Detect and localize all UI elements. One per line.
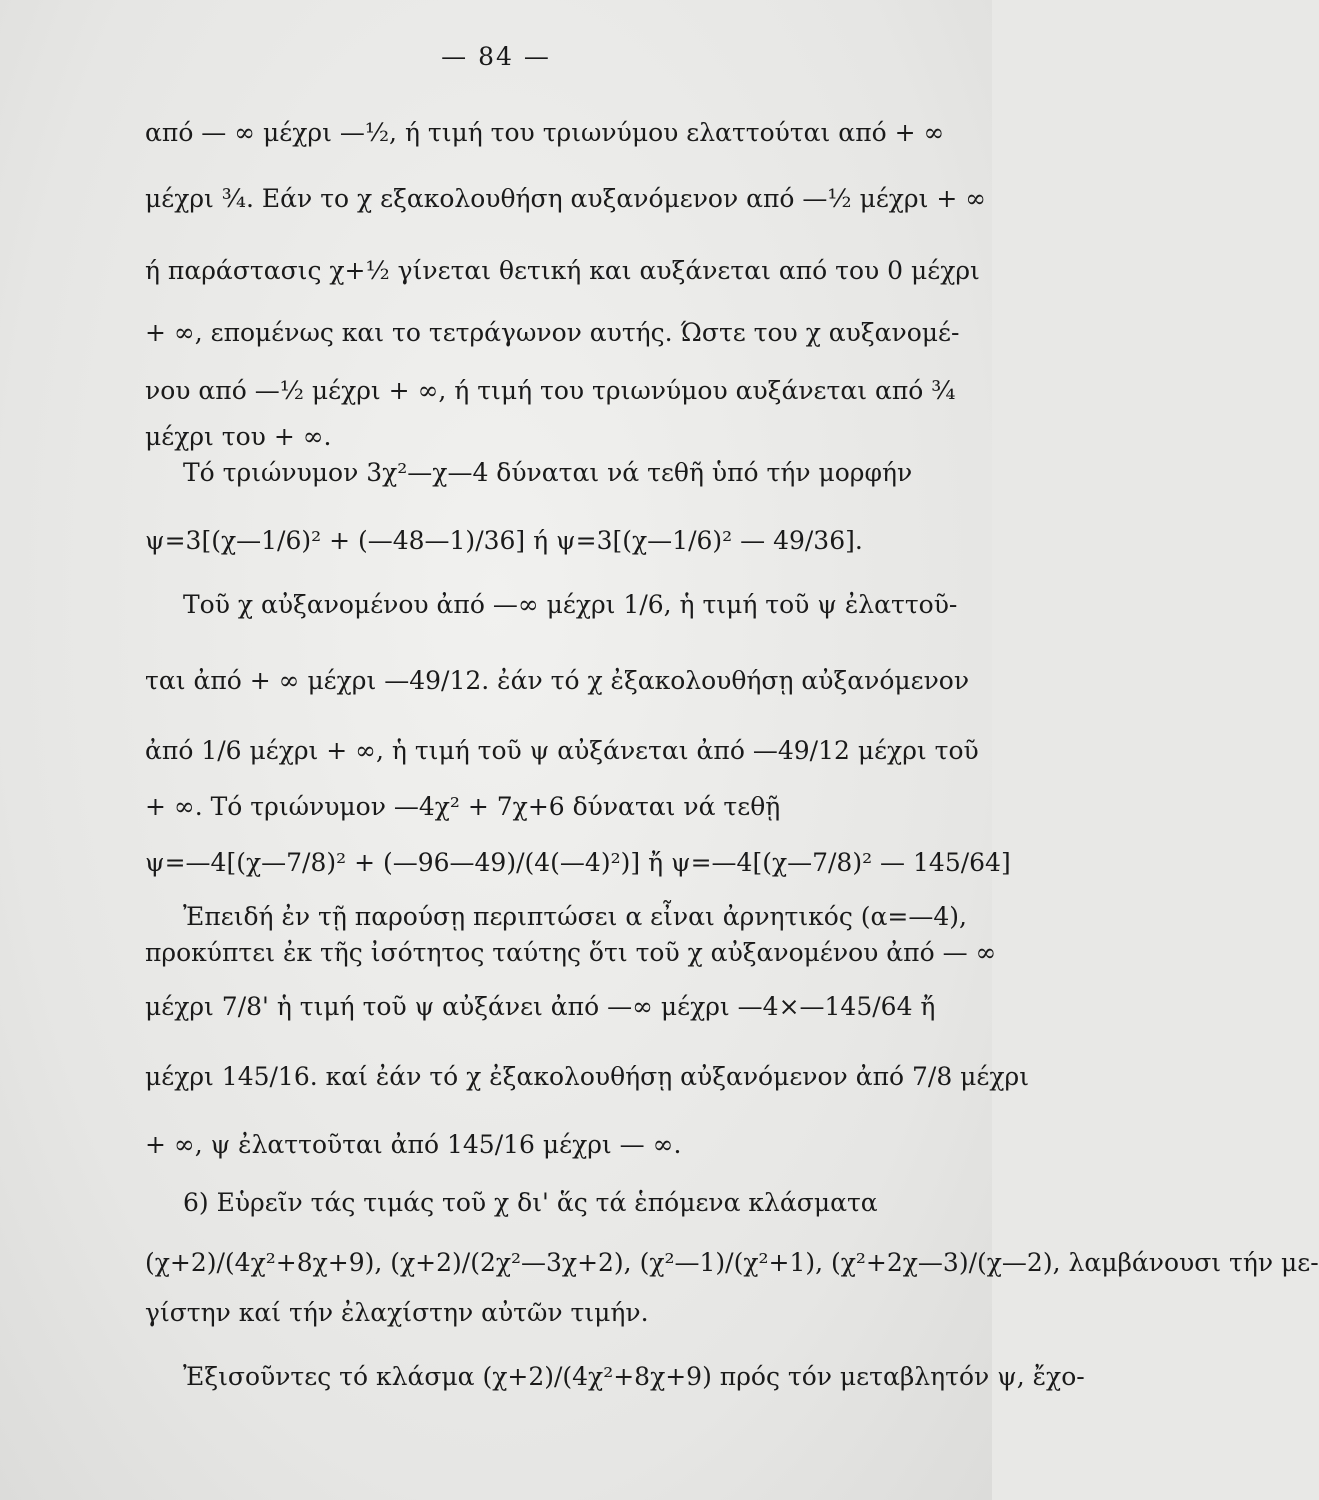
- text-line: ἀπό 1/6 μέχρι + ∞, ἡ τιμή τοῦ ψ αὐξάνεται ἀπό —49/12 μέχρι τοῦ: [145, 736, 979, 765]
- page-number: — 84 —: [441, 42, 551, 71]
- text-line: + ∞, επομένως και το τετράγωνον αυτής. Ώστε του χ αυξανομέ-: [145, 318, 960, 347]
- text-line: Ἐξισοῦντες τό κλάσμα (χ+2)/(4χ²+8χ+9) πρός τόν μεταβλητόν ψ, ἔχο-: [183, 1362, 1085, 1391]
- text-line: + ∞, ψ ἐλαττοῦται ἀπό 145/16 μέχρι — ∞.: [145, 1130, 682, 1159]
- text-line: από — ∞ μέχρι —½, ή τιμή του τριωνύμου ελαττούται από + ∞: [145, 118, 945, 147]
- text-line: Ἐπειδή ἐν τῇ παρούσῃ περιπτώσει α εἶναι ἀρνητικός (α=—4),: [183, 902, 967, 931]
- text-line: μέχρι ¾. Εάν το χ εξακολουθήση αυξανόμενον από —½ μέχρι + ∞: [145, 184, 987, 213]
- text-line: ή παράστασις χ+½ γίνεται θετική και αυξάνεται από του 0 μέχρι: [145, 256, 980, 285]
- text-line: προκύπτει ἐκ τῆς ἰσότητος ταύτης ὅτι τοῦ χ αὐξανομένου ἀπό — ∞: [145, 938, 997, 967]
- text-line: ται ἀπό + ∞ μέχρι —49/12. ἐάν τό χ ἐξακολουθήσῃ αὐξανόμενον: [145, 666, 970, 695]
- text-line: (χ+2)/(4χ²+8χ+9), (χ+2)/(2χ²—3χ+2), (χ²—1)/(χ²+1), (χ²+2χ—3)/(χ—2), λαμβάνουσι τήν με-: [145, 1248, 1319, 1277]
- equation: ψ=3[(χ—1/6)² + (—48—1)/36] ή ψ=3[(χ—1/6)² — 49/36].: [145, 526, 863, 555]
- text-line: γίστην καί τήν ἐλαχίστην αὐτῶν τιμήν.: [145, 1298, 649, 1327]
- text-line: + ∞. Τό τριώνυμον —4χ² + 7χ+6 δύναται νά τεθῇ: [145, 792, 781, 821]
- text-line: Τοῦ χ αὐξανομένου ἀπό —∞ μέχρι 1/6, ἡ τιμή τοῦ ψ ἐλαττοῦ-: [183, 590, 958, 619]
- text-line: μέχρι 7/8' ἡ τιμή τοῦ ψ αὐξάνει ἀπό —∞ μέχρι —4×—145/64 ἤ: [145, 992, 936, 1021]
- text-line: Τό τριώνυμον 3χ²—χ—4 δύναται νά τεθῆ ὑπό τήν μορφήν: [183, 458, 913, 487]
- equation: ψ=—4[(χ—7/8)² + (—96—49)/(4(—4)²)] ἤ ψ=—4[(χ—7/8)² — 145/64]: [145, 848, 1011, 877]
- text-line: νου από —½ μέχρι + ∞, ή τιμή του τριωνύμου αυξάνεται από ¾: [145, 376, 956, 405]
- text-line: μέχρι 145/16. καί ἐάν τό χ ἐξακολουθήσῃ αὐξανόμενον ἀπό 7/8 μέχρι: [145, 1062, 1030, 1091]
- text-line: 6) Εὑρεῖν τάς τιμάς τοῦ χ δι' ἅς τά ἑπόμενα κλάσματα: [183, 1188, 878, 1217]
- text-line: μέχρι του + ∞.: [145, 422, 332, 451]
